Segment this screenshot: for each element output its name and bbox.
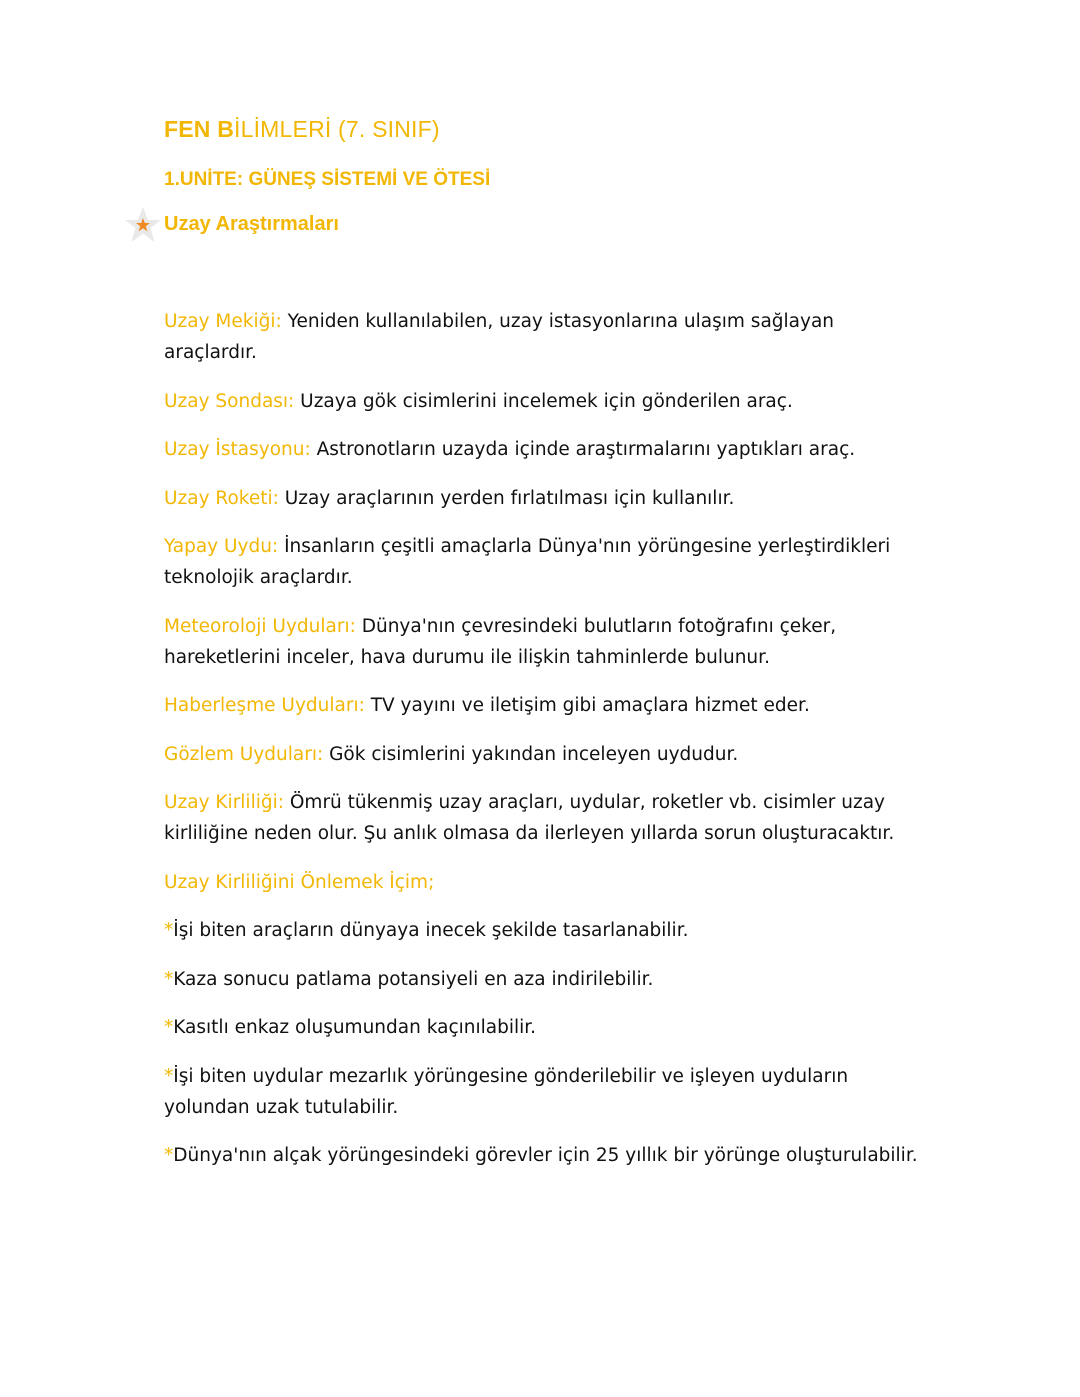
definition-paragraph — [164, 787, 924, 849]
definition-term: Yapay Uydu: — [164, 536, 279, 557]
definition-text: Gök cisimlerini yakından inceleyen uydudur. — [323, 743, 739, 765]
definition-paragraph — [164, 690, 924, 721]
definition-text: Dünya'nın çevresindeki bulutların fotoğrafını çeker, hareketlerini inceler, hava durumu ile ilişkin tahminlerde bulunur. — [164, 615, 837, 668]
definition-term: Uzay Sondası: — [164, 390, 295, 412]
bullet-mark: * — [164, 968, 174, 990]
definition-term: Gözlem Uyduları: — [164, 743, 324, 765]
page-title-rest: İLİMLERİ (7. SINIF) — [234, 116, 440, 142]
definition-term: Uzay Mekiği: — [164, 311, 282, 332]
definition-text: Uzay araçlarının yerden fırlatılması için kullanılır. — [278, 487, 735, 509]
prevention-heading: Uzay Kirliliğini Önlemek İçim; — [164, 871, 435, 893]
bullet-mark: * — [164, 1017, 174, 1038]
prevention-item-text: Dünya'nın alçak yörüngesindeki görevler için 25 yıllık bir yörünge oluşturulabilir. — [173, 1145, 918, 1166]
definition-text: İnsanların çeşitli amaçlarla Dünya'nın yörüngesine yerleştirdikleri teknolojik araçlardır. — [164, 536, 891, 588]
definition-text: Uzaya gök cisimlerini incelemek için gönderilen araç. — [294, 390, 793, 412]
definition-text: Ömrü tükenmiş uzay araçları, uydular, roketler vb. cisimler uzay kirliliğine neden olur. Şu anlık olmasa da ilerleyen yıllarda sorun oluşturacaktır. — [164, 792, 895, 844]
prevention-item-text: İşi biten uydular mezarlık yörüngesine gönderilebilir ve işleyen uyduların yolundan uzak tutulabilir. — [164, 1065, 849, 1118]
prevention-item-text: Kaza sonucu patlama potansiyeli en aza indirilebilir. — [173, 968, 654, 990]
prevention-item — [164, 915, 924, 946]
page-title-bold: FEN B — [164, 116, 234, 142]
definition-paragraph — [164, 739, 924, 770]
page-title — [164, 116, 440, 143]
bullet-mark: * — [164, 920, 174, 941]
prevention-item — [164, 964, 924, 995]
prevention-item-text: Kasıtlı enkaz oluşumundan kaçınılabilir. — [173, 1017, 537, 1038]
prevention-item — [164, 1140, 924, 1171]
definition-text: TV yayını ve iletişim gibi amaçlara hizmet eder. — [364, 695, 810, 716]
definition-paragraph — [164, 386, 924, 417]
prevention-item — [164, 1012, 924, 1043]
content-body — [164, 306, 924, 1189]
definition-text: Astronotların uzayda içinde araştırmalarını yaptıkları araç. — [310, 439, 856, 460]
definition-paragraph — [164, 306, 924, 368]
prevention-item — [164, 1061, 924, 1123]
definition-term: Uzay Kirliliği: — [164, 792, 284, 813]
definition-paragraph — [164, 483, 924, 514]
definition-paragraph — [164, 611, 924, 673]
definition-text: Yeniden kullanılabilen, uzay istasyonlarına ulaşım sağlayan araçlardır. — [164, 311, 835, 363]
star-icon — [124, 206, 162, 244]
definition-term: Uzay İstasyonu: — [164, 439, 311, 460]
section-heading: Uzay Araştırmaları — [164, 213, 339, 235]
bullet-mark: * — [164, 1145, 174, 1166]
definition-term: Haberleşme Uyduları: — [164, 695, 365, 716]
definition-term: Meteoroloji Uyduları: — [164, 615, 356, 637]
unit-heading: 1.UNİTE: GÜNEŞ SİSTEMİ VE ÖTESİ — [164, 169, 491, 190]
definition-paragraph — [164, 531, 924, 593]
bullet-mark: * — [164, 1065, 174, 1087]
definition-term: Uzay Roketi: — [164, 487, 279, 509]
definition-paragraph — [164, 434, 924, 465]
prevention-item-text: İşi biten araçların dünyaya inecek şekilde tasarlanabilir. — [173, 920, 689, 941]
